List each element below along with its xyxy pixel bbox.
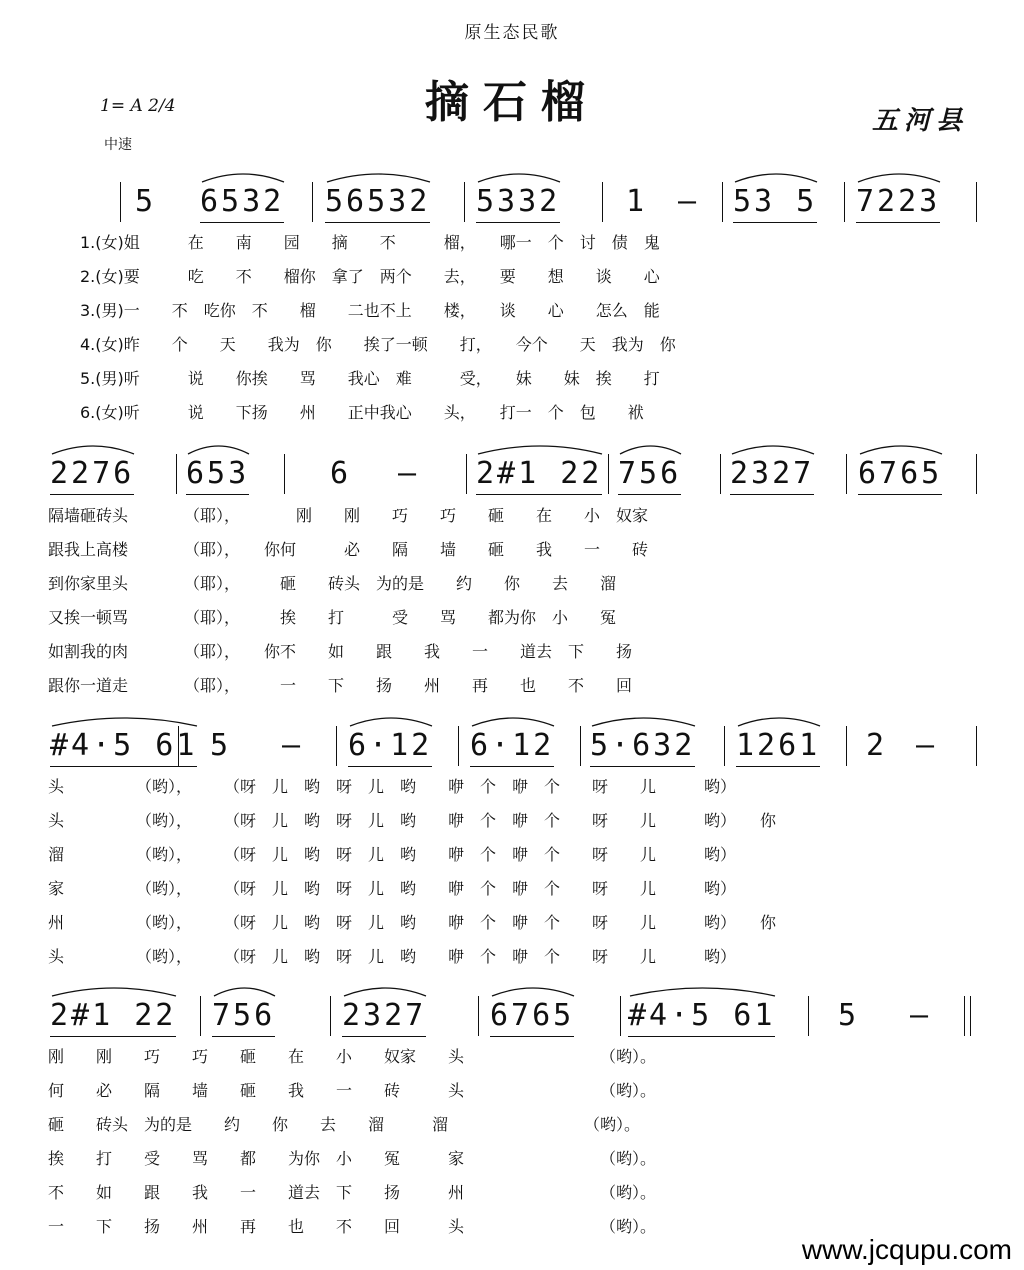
note-group: 2#1 22 (476, 456, 603, 491)
note-group: 5·632 (590, 728, 696, 763)
key-signature: 1= A 2/4 (100, 96, 176, 116)
slur-arc (860, 446, 942, 454)
note-group: 2327 (730, 456, 815, 491)
note-group: 2276 (50, 456, 135, 491)
note-group: 653 (186, 456, 250, 491)
note-group: 756 (618, 456, 682, 491)
note-group: 53 5 (733, 184, 818, 219)
slur-arc (52, 718, 197, 726)
lyric-line: 到你家里头 （耶）， 砸 砖头 为的是 约 你 去 溜 (48, 574, 617, 593)
lyric-line: 1.(女)姐 在 南 园 摘 不 榴， 哪一 个 讨 债 鬼 (80, 233, 660, 252)
note-group: 2#1 22 (50, 998, 177, 1033)
note-group: — (910, 998, 932, 1033)
lyric-line: 何 必 隔 墙 砸 我 一 砖 头 （哟）。 (48, 1081, 657, 1100)
slur-arc (630, 988, 775, 996)
note-group: 5332 (476, 184, 561, 219)
lyric-line: 一 下 扬 州 再 也 不 回 头 （哟）。 (48, 1217, 657, 1236)
slur-arc (735, 174, 817, 182)
lyric-line: 6.(女)听 说 下扬 州 正中我心 头， 打一 个 包 袱 (80, 403, 644, 422)
slur-arc (52, 446, 134, 454)
slur-arc (620, 446, 681, 454)
lyric-line: 挨 打 受 骂 都 为你 小 冤 家 （哟）。 (48, 1149, 657, 1168)
slur-arc (738, 718, 820, 726)
slur-arc (350, 718, 432, 726)
note-group: — (678, 184, 700, 219)
note-group: #4·5 61 (50, 728, 198, 763)
note-group: 5 (210, 728, 232, 763)
slur-arc (188, 446, 249, 454)
slur-arc (202, 174, 284, 182)
lyric-line: 不 如 跟 我 一 道去 下 扬 州 （哟）。 (48, 1183, 657, 1202)
note-group: 6 (330, 456, 352, 491)
slur-arc (492, 988, 574, 996)
lyric-line: 如割我的肉 （耶）， 你不 如 跟 我 一 道去 下 扬 (48, 642, 633, 661)
note-group: 2 (866, 728, 888, 763)
lyric-line: 头 （哟）， （呀 儿 哟 呀 儿 哟 咿 个 咿 个 呀 儿 哟） 你 (48, 811, 777, 830)
note-group: 6·12 (348, 728, 433, 763)
lyric-line: 跟我上高楼 （耶）， 你何 必 隔 墙 砸 我 一 砖 (48, 540, 649, 559)
note-group: 56532 (325, 184, 431, 219)
note-group: — (398, 456, 420, 491)
note-group: 5 (838, 998, 860, 1033)
lyric-line: 头 （哟）， （呀 儿 哟 呀 儿 哟 咿 个 咿 个 呀 儿 哟） (48, 947, 737, 966)
slur-arc (592, 718, 695, 726)
slur-arc (472, 718, 554, 726)
note-group: 6765 (858, 456, 943, 491)
note-group: 6·12 (470, 728, 555, 763)
lyric-line: 州 （哟）， （呀 儿 哟 呀 儿 哟 咿 个 咿 个 呀 儿 哟） 你 (48, 913, 777, 932)
watermark: www.jcqupu.com (801, 1234, 1012, 1265)
note-group: 5 (135, 184, 157, 219)
note-group: 7223 (856, 184, 941, 219)
lyric-line: 5.(男)听 说 你挨 骂 我心 难 受， 妹 妹 挨 打 (80, 369, 660, 388)
note-group: 2327 (342, 998, 427, 1033)
slur-arc (858, 174, 940, 182)
lyric-line: 3.(男)一 不 吃你 不 榴 二也不上 楼， 谈 心 怎么 能 (80, 301, 660, 320)
lyric-line: 溜 （哟）， （呀 儿 哟 呀 儿 哟 咿 个 咿 个 呀 儿 哟） (48, 845, 737, 864)
slur-arc (344, 988, 426, 996)
tempo-marking: 中速 (104, 137, 132, 153)
slur-arc (478, 446, 602, 454)
note-group: 1 (626, 184, 648, 219)
lyric-line: 头 （哟）， （呀 儿 哟 呀 儿 哟 咿 个 咿 个 呀 儿 哟） (48, 777, 737, 796)
region-credit: 五河县 (872, 106, 969, 136)
slur-arc (52, 988, 176, 996)
note-group: — (916, 728, 938, 763)
lyric-line: 跟你一道走 （耶）， 一 下 扬 州 再 也 不 回 (48, 676, 633, 695)
slur-arc (214, 988, 275, 996)
lyric-line: 4.(女)昨 个 天 我为 你 挨了一顿 打， 今个 天 我为 你 (80, 335, 676, 354)
lyric-line: 刚 刚 巧 巧 砸 在 小 奴家 头 （哟）。 (48, 1047, 657, 1066)
note-group: 1261 (736, 728, 821, 763)
genre-label: 原生态民歌 (464, 23, 560, 43)
note-group: — (282, 728, 304, 763)
note-group: 6532 (200, 184, 285, 219)
lyric-line: 隔墙砸砖头 （耶）， 刚 刚 巧 巧 砸 在 小 奴家 (48, 506, 649, 525)
song-title: 摘石榴 (425, 77, 599, 128)
note-group: #4·5 61 (628, 998, 776, 1033)
note-group: 6765 (490, 998, 575, 1033)
lyric-line: 2.(女)要 吃 不 榴你 拿了 两个 去， 要 想 谈 心 (80, 267, 660, 286)
lyric-line: 家 （哟）， （呀 儿 哟 呀 儿 哟 咿 个 咿 个 呀 儿 哟） (48, 879, 737, 898)
lyric-line: 又挨一顿骂 （耶）， 挨 打 受 骂 都为你 小 冤 (48, 608, 617, 627)
slur-arc (327, 174, 430, 182)
slur-arc (478, 174, 560, 182)
lyric-line: 砸 砖头 为的是 约 你 去 溜 溜 （哟）。 (48, 1115, 641, 1134)
slur-arc (732, 446, 814, 454)
note-group: 756 (212, 998, 276, 1033)
